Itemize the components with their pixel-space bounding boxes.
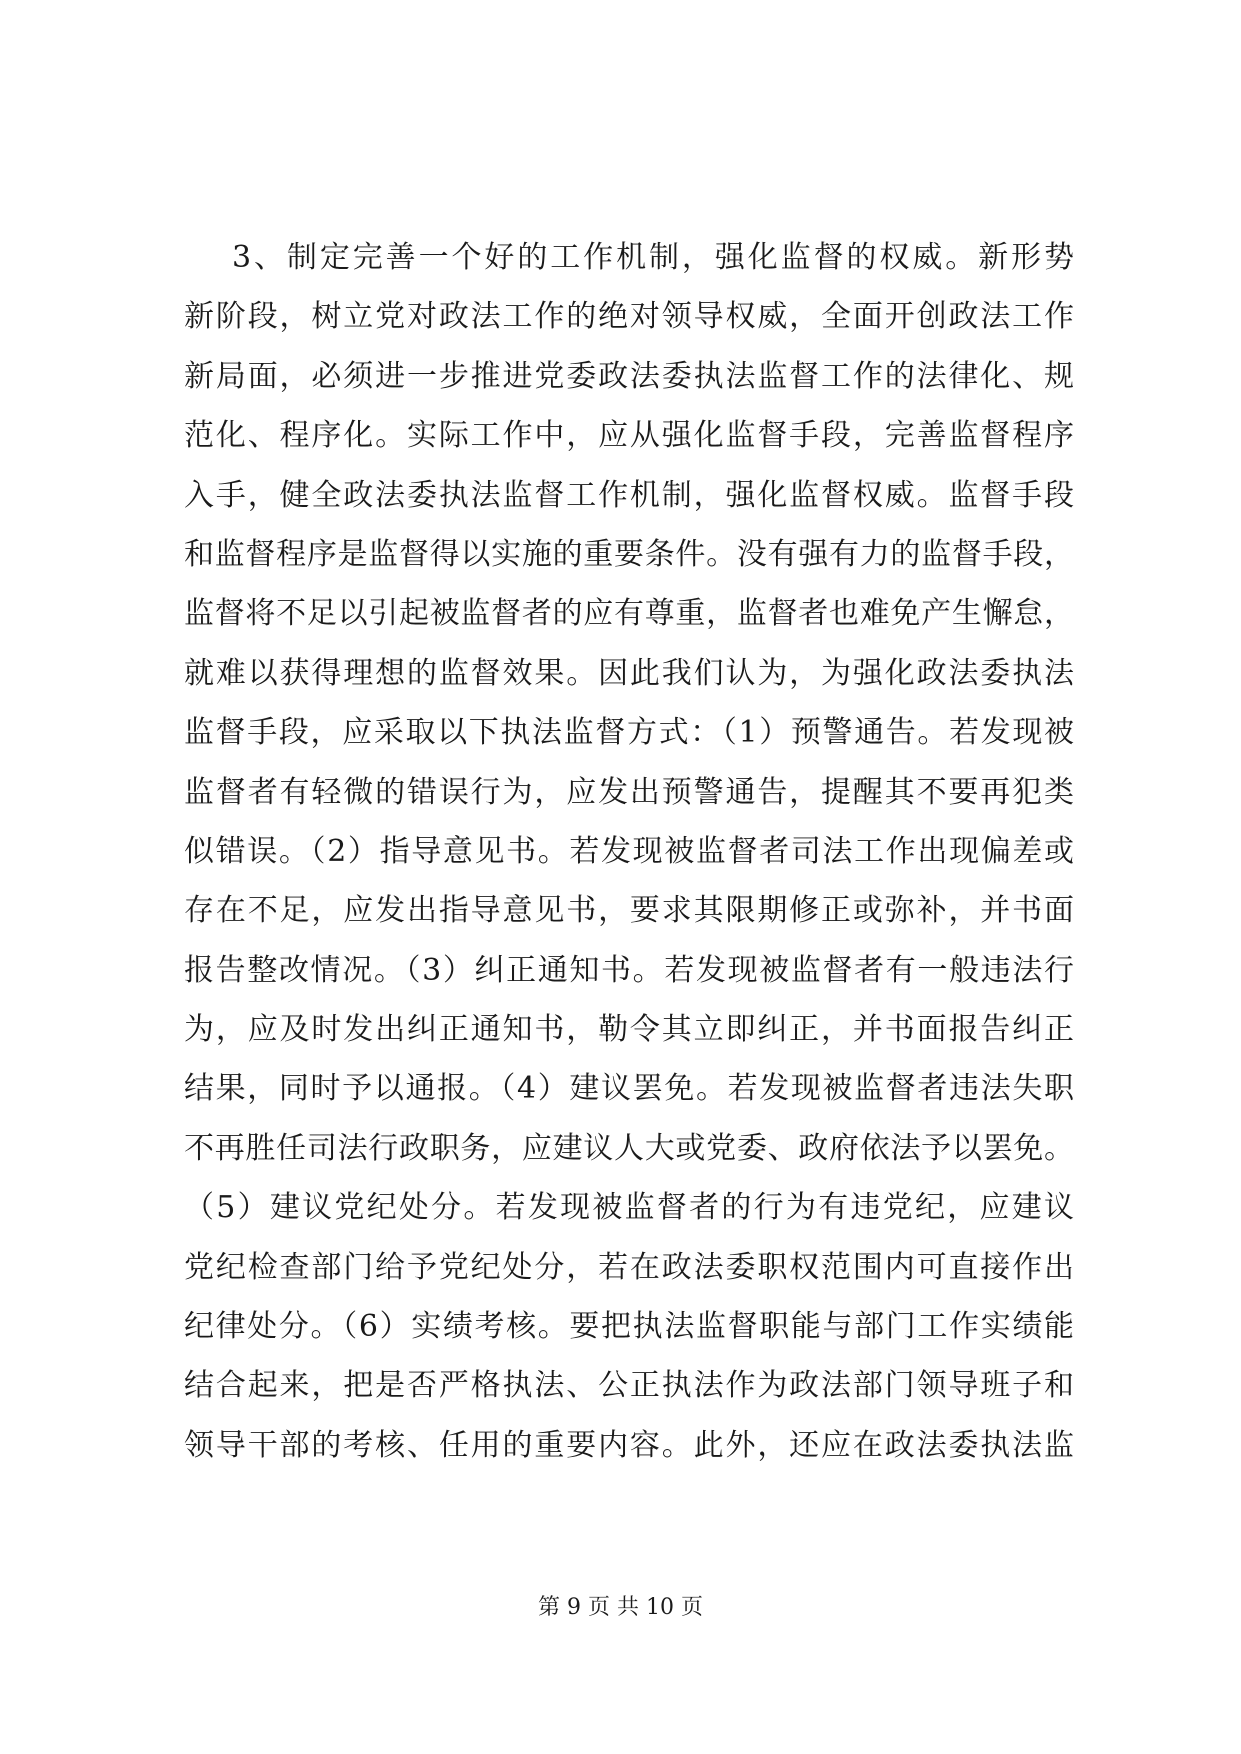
text-line: 结合起来，把是否严格执法、公正执法作为政法部门领导班子和: [184, 1368, 1074, 1404]
text-line: 似错误。（2）指导意见书。若发现被监督者司法工作出现偏差或: [184, 833, 1074, 869]
text-line: 不再胜任司法行政职务，应建议人大或党委、政府依法予以罢免。: [184, 1130, 1074, 1166]
text-line: 为，应及时发出纠正通知书，勒令其立即纠正，并书面报告纠正: [184, 1012, 1074, 1048]
text-line: 和监督程序是监督得以实施的重要条件。没有强有力的监督手段，: [184, 536, 1074, 572]
text-line: 纪律处分。（6）实绩考核。要把执法监督职能与部门工作实绩能: [184, 1309, 1074, 1345]
text-line: （5）建议党纪处分。若发现被监督者的行为有违党纪，应建议: [184, 1190, 1074, 1226]
text-line: 存在不足，应发出指导意见书，要求其限期修正或弥补，并书面: [184, 893, 1074, 929]
text-line: 就难以获得理想的监督效果。因此我们认为，为强化政法委执法: [184, 655, 1074, 691]
text-line: 党纪检查部门给予党纪处分，若在政法委职权范围内可直接作出: [184, 1249, 1074, 1285]
text-line: 3、制定完善一个好的工作机制，强化监督的权威。新形势: [232, 240, 1074, 275]
text-line: 范化、程序化。实际工作中，应从强化监督手段，完善监督程序: [184, 418, 1074, 454]
text-line: 监督者有轻微的错误行为，应发出预警通告，提醒其不要再犯类: [184, 774, 1074, 810]
text-line: 结果，同时予以通报。（4）建议罢免。若发现被监督者违法失职: [184, 1071, 1074, 1107]
text-line: 报告整改情况。（3）纠正通知书。若发现被监督者有一般违法行: [184, 952, 1074, 988]
text-line: 新局面，必须进一步推进党委政法委执法监督工作的法律化、规: [184, 358, 1074, 394]
text-line: 入手，健全政法委执法监督工作机制，强化监督权威。监督手段: [184, 477, 1074, 513]
text-line: 监督将不足以引起被监督者的应有尊重，监督者也难免产生懈怠，: [184, 596, 1074, 632]
page-number-footer: 第 9 页 共 10 页: [538, 1595, 703, 1620]
body-paragraph: [184, 228, 1074, 1475]
text-line: 领导干部的考核、任用的重要内容。此外，还应在政法委执法监: [184, 1427, 1074, 1463]
text-line: 新阶段，树立党对政法工作的绝对领导权威，全面开创政法工作: [184, 299, 1074, 335]
text-line: 监督手段，应采取以下执法监督方式：（1）预警通告。若发现被: [184, 715, 1074, 751]
